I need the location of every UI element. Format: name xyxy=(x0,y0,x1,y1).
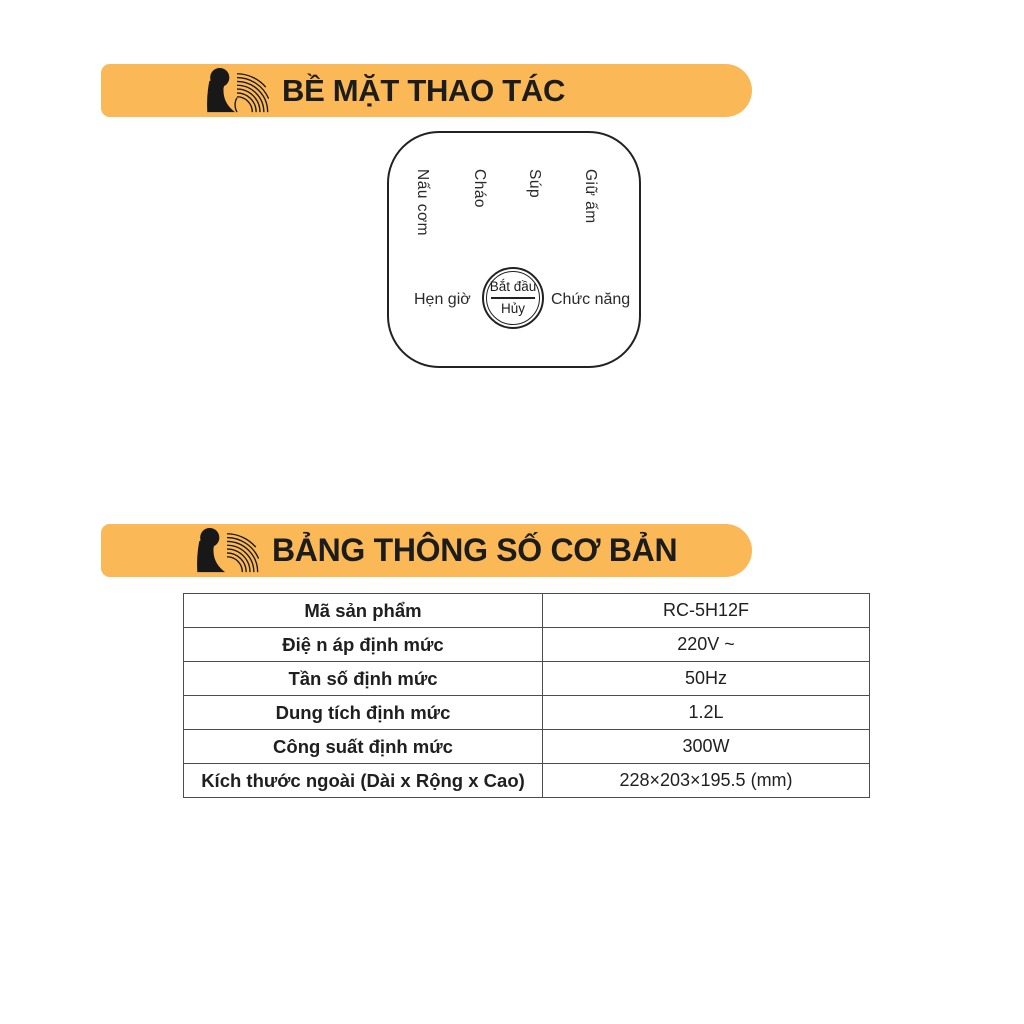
function-label: Chức năng xyxy=(551,291,631,308)
table-row xyxy=(184,662,870,696)
section-title-basic-specs: BẢNG THÔNG SỐ CƠ BẢN xyxy=(272,532,678,568)
mode-label-sup: Súp xyxy=(526,169,543,199)
spec-value: 300W xyxy=(543,730,870,764)
section-title-operation-surface: BỀ MẶT THAO TÁC xyxy=(282,72,566,108)
table-row xyxy=(184,696,870,730)
spec-table xyxy=(183,593,870,798)
cat-with-arcs-icon xyxy=(195,528,259,574)
section-header-operation-surface xyxy=(101,64,752,117)
spec-label: Mã sản phẩm xyxy=(184,594,543,628)
table-row xyxy=(184,594,870,628)
table-row xyxy=(184,764,870,798)
mode-label-chao: Cháo xyxy=(471,169,488,209)
button-divider xyxy=(491,297,535,299)
spec-value: RC-5H12F xyxy=(543,594,870,628)
spec-value: 228×203×195.5 (mm) xyxy=(543,764,870,798)
spec-label: Công suất định mức xyxy=(184,730,543,764)
spec-label: Dung tích định mức xyxy=(184,696,543,730)
spec-value: 220V ~ xyxy=(543,628,870,662)
start-cancel-button xyxy=(482,267,544,329)
spec-value: 50Hz xyxy=(543,662,870,696)
mode-label-nau-com: Nấu cơm xyxy=(414,169,431,237)
cat-with-arcs-icon xyxy=(205,68,269,114)
start-label: Bắt đầu xyxy=(489,279,537,295)
spec-label: Tần số định mức xyxy=(184,662,543,696)
timer-label: Hẹn giờ xyxy=(414,291,471,308)
section-header-basic-specs xyxy=(101,524,752,577)
table-row xyxy=(184,628,870,662)
mode-label-giu-am: Giữ ấm xyxy=(582,169,599,224)
spec-label: Điệ n áp định mức xyxy=(184,628,543,662)
spec-value: 1.2L xyxy=(543,696,870,730)
cancel-label: Hủy xyxy=(500,301,525,316)
spec-label: Kích thước ngoài (Dài x Rộng x Cao) xyxy=(184,764,543,798)
control-panel-diagram xyxy=(387,131,641,368)
table-row xyxy=(184,730,870,764)
